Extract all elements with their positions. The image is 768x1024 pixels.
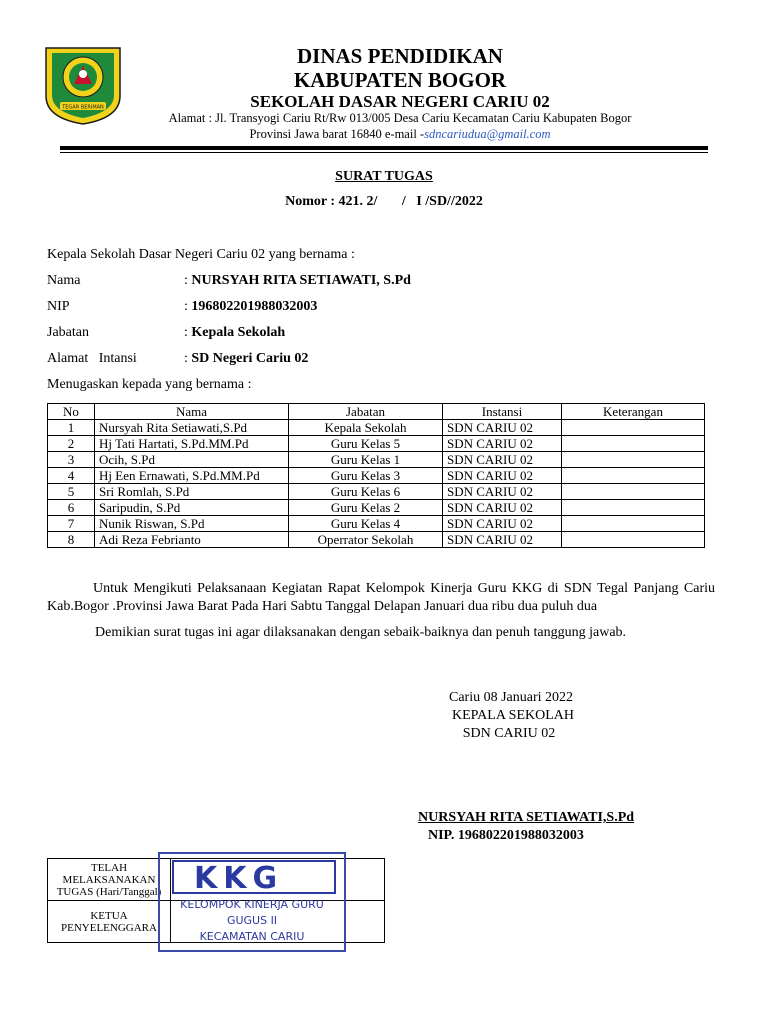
signature-name: NURSYAH RITA SETIAWATI,S.Pd bbox=[418, 810, 635, 825]
cell-instansi: SDN CARIU 02 bbox=[443, 468, 562, 484]
table-header-row bbox=[48, 404, 705, 420]
table-row bbox=[48, 420, 705, 436]
head-position: Kepala Sekolah bbox=[191, 325, 286, 340]
regency-name: KABUPATEN BOGOR bbox=[293, 68, 507, 92]
cell-nama: Adi Reza Febrianto bbox=[95, 532, 289, 548]
school-email[interactable]: sdncariudua@gmail.com bbox=[424, 127, 551, 141]
cell-nama: Nunik Riswan, S.Pd bbox=[95, 516, 289, 532]
kkg-logo-text: KKG bbox=[194, 861, 284, 896]
kkg-stamp bbox=[158, 852, 346, 952]
cell-no: 7 bbox=[48, 516, 95, 532]
field-value-nip: : 196802201988032003 bbox=[184, 299, 318, 314]
cell-jabatan: Kepala Sekolah bbox=[289, 420, 443, 436]
cell-keterangan bbox=[562, 436, 705, 452]
field-label-nip: NIP bbox=[47, 299, 70, 314]
field-value-nama: : NURSYAH RITA SETIAWATI, S.Pd bbox=[184, 273, 411, 288]
cell-no: 4 bbox=[48, 468, 95, 484]
cell-nama: Saripudin, S.Pd bbox=[95, 500, 289, 516]
letter-number: Nomor : 421. 2/ / I /SD//2022 bbox=[285, 194, 483, 209]
cell-nama: Nursyah Rita Setiawati,S.Pd bbox=[95, 420, 289, 436]
signature-school: SDN CARIU 02 bbox=[462, 726, 556, 741]
field-label-jabatan: Jabatan bbox=[47, 325, 89, 340]
head-name: NURSYAH RITA SETIAWATI, S.Pd bbox=[191, 273, 411, 288]
cell-jabatan: Guru Kelas 2 bbox=[289, 500, 443, 516]
stamp-line-1: KELOMPOK KINERJA GURU bbox=[180, 898, 324, 911]
cell-no: 3 bbox=[48, 452, 95, 468]
col-header-keterangan: Keterangan bbox=[562, 404, 705, 420]
cell-instansi: SDN CARIU 02 bbox=[443, 484, 562, 500]
box-label-telah: TELAH MELAKSANAKAN TUGAS (Hari/Tanggal) bbox=[48, 859, 171, 901]
cell-keterangan bbox=[562, 516, 705, 532]
box-label-ketua: KETUA PENYELENGGARA bbox=[48, 901, 171, 943]
table-row bbox=[48, 500, 705, 516]
cell-jabatan: Guru Kelas 6 bbox=[289, 484, 443, 500]
signature-place-date: Cariu 08 Januari 2022 bbox=[448, 690, 574, 705]
purpose-paragraph: Untuk Mengikuti Pelaksanaan Kegiatan Rapat Kelompok Kinerja Guru KKG di SDN Tegal Panjang Cariu Kab.Bogor .Provinsi Jawa Barat Pada Hari Sabtu Tanggal Delapan Januari dua ribu dua puluh dua bbox=[47, 581, 715, 614]
header-rule-thick bbox=[60, 146, 708, 150]
signature-nip: NIP. 196802201988032003 bbox=[428, 828, 584, 843]
col-header-instansi: Instansi bbox=[443, 404, 562, 420]
cell-jabatan: Guru Kelas 4 bbox=[289, 516, 443, 532]
cell-keterangan bbox=[562, 484, 705, 500]
cell-no: 6 bbox=[48, 500, 95, 516]
signature-role: KEPALA SEKOLAH bbox=[452, 708, 574, 723]
cell-jabatan: Guru Kelas 1 bbox=[289, 452, 443, 468]
table-row bbox=[48, 436, 705, 452]
logo-motto: TEGAR BERIMAN bbox=[62, 104, 104, 111]
closing-paragraph: Demikian surat tugas ini agar dilaksanakan dengan sebaik-baiknya dan penuh tanggung jawab. bbox=[95, 625, 627, 640]
school-address-line1: Alamat : Jl. Transyogi Cariu Rt/Rw 013/005 Desa Cariu Kecamatan Cariu Kabupaten Bogor bbox=[168, 111, 632, 125]
cell-nama: Hj Een Ernawati, S.Pd.MM.Pd bbox=[95, 468, 289, 484]
intro-text: Kepala Sekolah Dasar Negeri Cariu 02 yang bernama : bbox=[47, 247, 355, 262]
cell-nama: Hj Tati Hartati, S.Pd.MM.Pd bbox=[95, 436, 289, 452]
cell-instansi: SDN CARIU 02 bbox=[443, 500, 562, 516]
field-label-alamat: Alamat Intansi bbox=[47, 351, 137, 366]
cell-instansi: SDN CARIU 02 bbox=[443, 420, 562, 436]
table-row bbox=[48, 452, 705, 468]
cell-keterangan bbox=[562, 532, 705, 548]
header-rule-thin bbox=[60, 152, 708, 153]
cell-keterangan bbox=[562, 500, 705, 516]
address-prefix: Provinsi Jawa barat 16840 e-mail - bbox=[249, 127, 425, 141]
letter-title: SURAT TUGAS bbox=[335, 169, 433, 184]
cell-keterangan bbox=[562, 420, 705, 436]
table-row bbox=[48, 468, 705, 484]
head-institution: SD Negeri Cariu 02 bbox=[191, 351, 309, 366]
cell-jabatan: Guru Kelas 5 bbox=[289, 436, 443, 452]
cell-keterangan bbox=[562, 468, 705, 484]
agency-name: DINAS PENDIDIKAN bbox=[297, 44, 503, 68]
cell-no: 8 bbox=[48, 532, 95, 548]
stamp-line-3: KECAMATAN CARIU bbox=[199, 930, 305, 943]
cell-no: 5 bbox=[48, 484, 95, 500]
stamp-line-2: GUGUS II bbox=[226, 914, 278, 927]
col-header-jabatan: Jabatan bbox=[289, 404, 443, 420]
col-header-nama: Nama bbox=[95, 404, 289, 420]
cell-instansi: SDN CARIU 02 bbox=[443, 452, 562, 468]
field-value-jabatan: : Kepala Sekolah bbox=[184, 325, 286, 340]
cell-jabatan: Guru Kelas 3 bbox=[289, 468, 443, 484]
cell-instansi: SDN CARIU 02 bbox=[443, 532, 562, 548]
cell-no: 2 bbox=[48, 436, 95, 452]
cell-jabatan: Operrator Sekolah bbox=[289, 532, 443, 548]
cell-instansi: SDN CARIU 02 bbox=[443, 516, 562, 532]
table-row bbox=[48, 516, 705, 532]
cell-nama: Sri Romlah, S.Pd bbox=[95, 484, 289, 500]
cell-instansi: SDN CARIU 02 bbox=[443, 436, 562, 452]
kkg-logo-frame bbox=[172, 860, 336, 894]
school-address-line2 bbox=[110, 127, 690, 142]
cell-keterangan bbox=[562, 452, 705, 468]
head-nip: 196802201988032003 bbox=[191, 299, 318, 314]
assign-intro: Menugaskan kepada yang bernama : bbox=[47, 377, 252, 392]
field-label-nama: Nama bbox=[47, 273, 81, 288]
staff-table bbox=[47, 403, 705, 548]
field-value-alamat: : SD Negeri Cariu 02 bbox=[184, 351, 309, 366]
cell-nama: Ocih, S.Pd bbox=[95, 452, 289, 468]
cell-no: 1 bbox=[48, 420, 95, 436]
col-header-no: No bbox=[48, 404, 95, 420]
table-row bbox=[48, 484, 705, 500]
school-name: SEKOLAH DASAR NEGERI CARIU 02 bbox=[250, 92, 550, 111]
table-row bbox=[48, 532, 705, 548]
